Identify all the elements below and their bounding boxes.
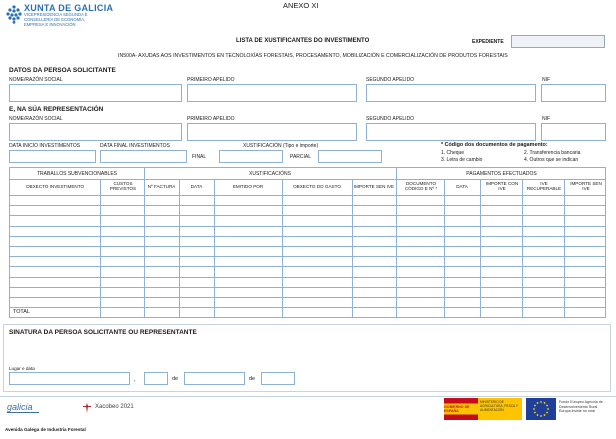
eu-logo-line-2: Desenvolvemento Rural bbox=[559, 404, 598, 409]
applicant-name-field[interactable] bbox=[9, 84, 182, 102]
end-date-label: DATA FINAL INVESTIMENTOS bbox=[100, 143, 170, 149]
galicia-logo-underline bbox=[7, 412, 39, 413]
org-name: XUNTA DE GALICIA bbox=[24, 3, 114, 13]
representative-surname2-label: SEGUNDO APELIDO bbox=[366, 116, 415, 122]
expediente-field[interactable] bbox=[511, 35, 605, 48]
annex-label: ANEXO XI bbox=[283, 1, 319, 10]
col-header-amount-with-vat: IMPORTE CON IVE bbox=[485, 181, 519, 191]
col-header-planned-costs: CUSTOS PREVISTOS bbox=[109, 181, 137, 191]
table-row-divider bbox=[10, 297, 605, 298]
eu-logo-line-3: Europa inviste no rural bbox=[559, 409, 595, 414]
table-row-divider bbox=[10, 287, 605, 288]
table-row-divider bbox=[10, 246, 605, 247]
col-header-investment-object: OBXECTO INVESTIMENTO bbox=[25, 184, 85, 189]
eu-feader-logo bbox=[526, 398, 610, 420]
applicant-surname2-label: SEGUNDO APELIDO bbox=[366, 77, 415, 83]
payment-code-4: 4. Outros que se indican bbox=[524, 157, 579, 163]
col-header-expense-object: OBXECTO DO GASTO bbox=[293, 184, 341, 189]
representative-section-title: E, NA SÚA REPRESENTACIÓN bbox=[9, 106, 104, 113]
de-label-1: de bbox=[172, 376, 178, 382]
signature-section-title: SINATURA DA PERSOA SOLICITANTE OU REPRESENTANTE bbox=[9, 329, 197, 336]
start-date-label: DATA INICIO INVESTIMENTOS bbox=[9, 143, 81, 149]
representative-surname1-label: PRIMEIRO APELIDO bbox=[187, 116, 235, 122]
payment-code-1: 1. Cheque bbox=[441, 150, 465, 156]
applicant-surname1-field[interactable] bbox=[187, 84, 357, 102]
de-label-2: de bbox=[249, 376, 255, 382]
applicant-section-title: DATOS DA PERSOA SOLICITANTE bbox=[9, 67, 116, 74]
col-header-issued-by: EMITIDO POR bbox=[232, 184, 264, 189]
justifications-table bbox=[9, 167, 606, 318]
spain-government-logo bbox=[444, 398, 522, 420]
department-name: VICEPRESIDENCIA SEGUNDA E CONSELLERÍA DE ECONOMÍA, EMPRESA E INNOVACIÓN bbox=[24, 12, 88, 27]
table-row-divider bbox=[10, 236, 605, 237]
group-header-justifications: XUSTIFICACIÓNS bbox=[249, 171, 291, 177]
justification-label: XUSTIFICACIÓN (Tipo e importe) bbox=[243, 143, 319, 149]
table-row-divider bbox=[10, 277, 605, 278]
form-title: LISTA DE XUSTIFICANTES DO INVESTIMENTO bbox=[236, 38, 370, 44]
applicant-surname1-label: PRIMEIRO APELIDO bbox=[187, 77, 235, 83]
day-field[interactable] bbox=[144, 372, 168, 385]
col-header-invoice-number: Nº FACTURA bbox=[147, 184, 176, 189]
group-header-payments: PAGAMENTOS EFECTUADOS bbox=[466, 171, 537, 177]
representative-name-label: NOME/RAZÓN SOCIAL bbox=[9, 116, 63, 122]
representative-nif-field[interactable] bbox=[541, 123, 606, 141]
comma-separator: , bbox=[134, 377, 136, 383]
footer-address: Avenida Galega de Industria Forestal bbox=[5, 427, 86, 432]
table-row-divider bbox=[10, 226, 605, 227]
expediente-label: EXPEDIENTE bbox=[472, 39, 504, 45]
representative-surname2-field[interactable] bbox=[366, 123, 536, 141]
col-header-payment-document: DOCUMENTO CÓDIGO E Nº * bbox=[404, 181, 438, 191]
galicia-logo: galicia bbox=[7, 402, 33, 412]
final-label: FINAL bbox=[192, 154, 207, 160]
place-date-label: Lugar e data bbox=[9, 366, 35, 371]
gov-logo-text: GOBIERNO DE ESPAÑA bbox=[444, 405, 478, 413]
table-row-divider bbox=[10, 205, 605, 206]
table-row-divider bbox=[10, 307, 605, 308]
applicant-nif-field[interactable] bbox=[541, 84, 606, 102]
xacobeo-logo: Xacobeo 2021 bbox=[95, 404, 134, 410]
table-row-divider bbox=[10, 256, 605, 257]
payment-code-2: 2. Transferencia bancaria bbox=[524, 150, 581, 156]
start-date-field[interactable] bbox=[9, 150, 96, 163]
payment-codes-title: * Código dos documentos de pagamento: bbox=[441, 142, 548, 148]
month-field[interactable] bbox=[184, 372, 245, 385]
xacobeo-cross-icon bbox=[82, 403, 92, 413]
payment-code-3: 3. Letra de cambio bbox=[441, 157, 483, 163]
col-header-amount-without-vat: IMPORTE SEN IVE bbox=[353, 184, 395, 189]
table-row-divider bbox=[10, 215, 605, 216]
applicant-nif-label: NIF bbox=[542, 77, 551, 83]
representative-nif-label: NIF bbox=[542, 116, 551, 122]
representative-name-field[interactable] bbox=[9, 123, 182, 141]
place-field[interactable] bbox=[9, 372, 130, 385]
eu-flag-icon bbox=[526, 398, 556, 420]
end-date-field[interactable] bbox=[100, 150, 187, 163]
col-header-date: DATA bbox=[190, 184, 203, 189]
table-total-label: TOTAL bbox=[13, 309, 30, 315]
form-subtitle: IN500A- AXUDAS AOS INVESTIMENTOS EN TECNOLOXÍAS FORESTAIS, PROCESAMENTO, MOBILIZACIÓN E COMERCIALIZACIÓN DE PRODUTOS FORESTAIS bbox=[118, 53, 508, 59]
partial-amount-field[interactable] bbox=[318, 150, 382, 163]
xunta-emblem-icon bbox=[5, 4, 23, 24]
ministry-logo-text: MINISTERIO DE AGRICULTURA, PESCA Y ALIMENTACIÓN bbox=[478, 398, 522, 420]
col-header-recoverable-vat: IVE RECUPERABLE bbox=[526, 181, 562, 191]
applicant-surname2-field[interactable] bbox=[366, 84, 536, 102]
col-header-payment-amount-without-vat: IMPORTE SEN IVE bbox=[570, 181, 602, 191]
eu-logo-line-1: Fondo Europeo Agrícola de bbox=[559, 400, 603, 404]
group-header-subsidizable: TRABALLOS SUBVENCIONABLES bbox=[36, 171, 118, 177]
table-row-divider bbox=[10, 266, 605, 267]
partial-label: PARCIAL bbox=[290, 154, 312, 160]
year-field[interactable] bbox=[261, 372, 295, 385]
col-header-payment-date: DATA bbox=[456, 184, 468, 189]
final-amount-field[interactable] bbox=[219, 150, 283, 163]
applicant-name-label: NOME/RAZÓN SOCIAL bbox=[9, 77, 63, 83]
representative-surname1-field[interactable] bbox=[187, 123, 357, 141]
footer-divider bbox=[0, 396, 616, 397]
